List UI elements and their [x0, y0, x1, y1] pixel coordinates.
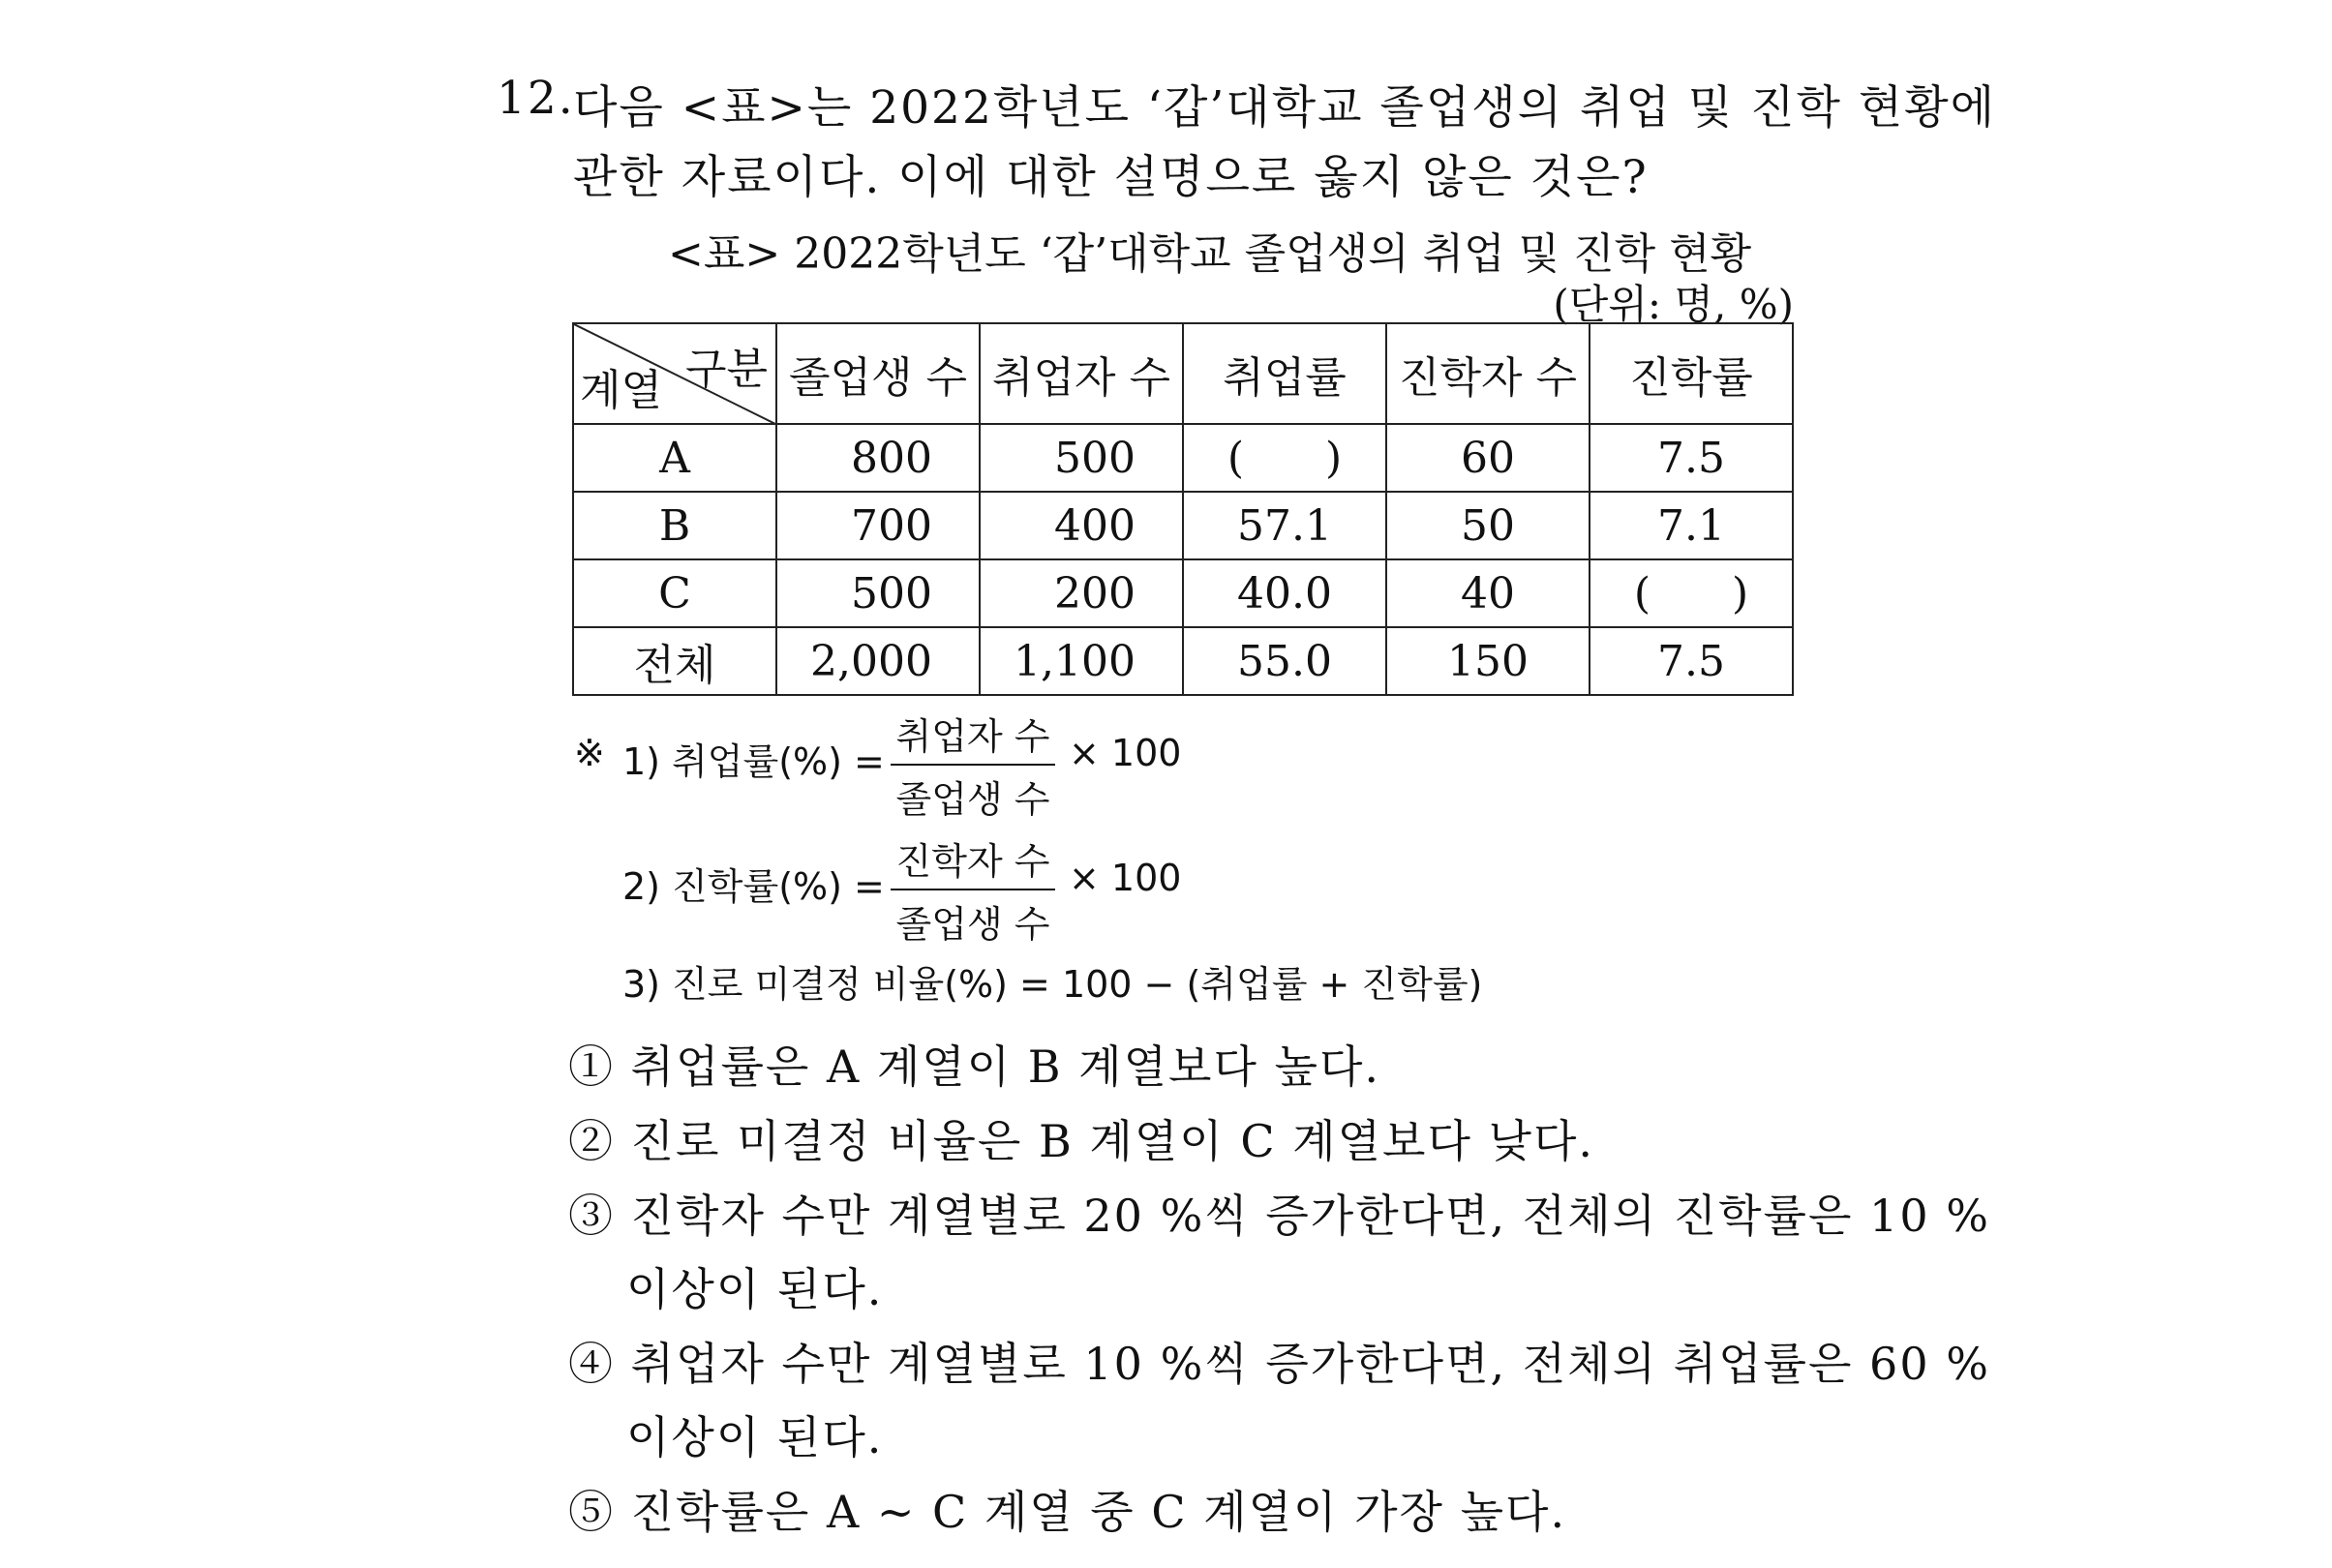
corner-label-series: 계열 [580, 366, 663, 415]
fraction-bar [891, 764, 1055, 766]
row-label: A [573, 424, 776, 492]
table-title: <표> 2022학년도 ‘갑’대학교 졸업생의 취업 및 진학 현황 [668, 229, 1752, 279]
cell-advanced: 50 [1386, 492, 1590, 559]
choice-1[interactable]: ① 취업률은 A 계열이 B 계열보다 높다. [568, 1040, 1381, 1093]
cell-advanced: 40 [1386, 559, 1590, 627]
cell-advancement-rate: 7.1 [1590, 492, 1793, 559]
choice-3-continued: 이상이 된다. [626, 1263, 884, 1315]
note-1-label: 1) 취업률(%) = [622, 740, 885, 783]
note-2-denominator: 졸업생 수 [895, 903, 1050, 946]
note-2-numerator: 진학자 수 [895, 840, 1050, 883]
header-advanced: 진학자 수 [1386, 323, 1590, 424]
cell-advancement-rate: 7.5 [1590, 424, 1793, 492]
row-label: C [573, 559, 776, 627]
cell-advanced: 150 [1386, 627, 1590, 695]
cell-graduates: 2,000 [776, 627, 980, 695]
table-unit: (단위: 명, %) [1553, 281, 1794, 328]
cell-graduates: 800 [776, 424, 980, 492]
note-1-multiplier: × 100 [1069, 732, 1182, 774]
choice-4[interactable]: ④ 취업자 수만 계열별로 10 %씩 증가한다면, 전체의 취업률은 60 % [568, 1338, 1990, 1390]
question-number: 12. [497, 72, 575, 125]
cell-employed: 200 [980, 559, 1183, 627]
note-1-fraction [891, 707, 1055, 823]
corner-cell [573, 323, 776, 424]
note-2-fraction [891, 831, 1055, 948]
choice-2[interactable]: ② 진로 미결정 비율은 B 계열이 C 계열보다 낮다. [568, 1115, 1595, 1167]
note-2-label: 2) 진학률(%) = [622, 865, 885, 908]
cell-employed: 400 [980, 492, 1183, 559]
row-label: 전체 [573, 627, 776, 695]
note-3: 3) 진로 미결정 비율(%) = 100 − (취업률 + 진학률) [622, 963, 1483, 1006]
row-label: B [573, 492, 776, 559]
note-1-numerator: 취업자 수 [895, 715, 1050, 758]
data-table [572, 322, 1794, 696]
note-1-denominator: 졸업생 수 [895, 778, 1050, 821]
table-row-total [573, 627, 1793, 695]
cell-employed: 500 [980, 424, 1183, 492]
cell-advancement-rate: 7.5 [1590, 627, 1793, 695]
question-line-2: 관한 자료이다. 이에 대한 설명으로 옳지 않은 것은? [573, 151, 1649, 204]
cell-employed: 1,100 [980, 627, 1183, 695]
table-row [573, 492, 1793, 559]
header-employed: 취업자 수 [980, 323, 1183, 424]
fraction-bar [891, 889, 1055, 890]
choice-4-continued: 이상이 된다. [626, 1411, 884, 1463]
header-advancement-rate: 진학률 [1590, 323, 1793, 424]
cell-graduates: 700 [776, 492, 980, 559]
note-2-multiplier: × 100 [1069, 857, 1182, 899]
cell-employment-rate: 40.0 [1183, 559, 1386, 627]
choice-5[interactable]: ⑤ 진학률은 A ~ C 계열 중 C 계열이 가장 높다. [568, 1486, 1567, 1538]
table-header-row [573, 323, 1793, 424]
header-graduates: 졸업생 수 [776, 323, 980, 424]
reference-mark: ※ [574, 732, 605, 774]
cell-employment-rate: 57.1 [1183, 492, 1386, 559]
table-row [573, 559, 1793, 627]
corner-label-category: 구분 [684, 345, 768, 394]
cell-employment-rate: 55.0 [1183, 627, 1386, 695]
choice-3[interactable]: ③ 진학자 수만 계열별로 20 %씩 증가한다면, 전체의 진학률은 10 % [568, 1190, 1990, 1242]
cell-employment-rate: ( ) [1183, 424, 1386, 492]
cell-advanced: 60 [1386, 424, 1590, 492]
cell-graduates: 500 [776, 559, 980, 627]
cell-advancement-rate: ( ) [1590, 559, 1793, 627]
header-employment-rate: 취업률 [1183, 323, 1386, 424]
question-line-1: 다음 <표>는 2022학년도 ‘갑’대학교 졸업생의 취업 및 진학 현황에 [573, 81, 1997, 135]
table-row [573, 424, 1793, 492]
